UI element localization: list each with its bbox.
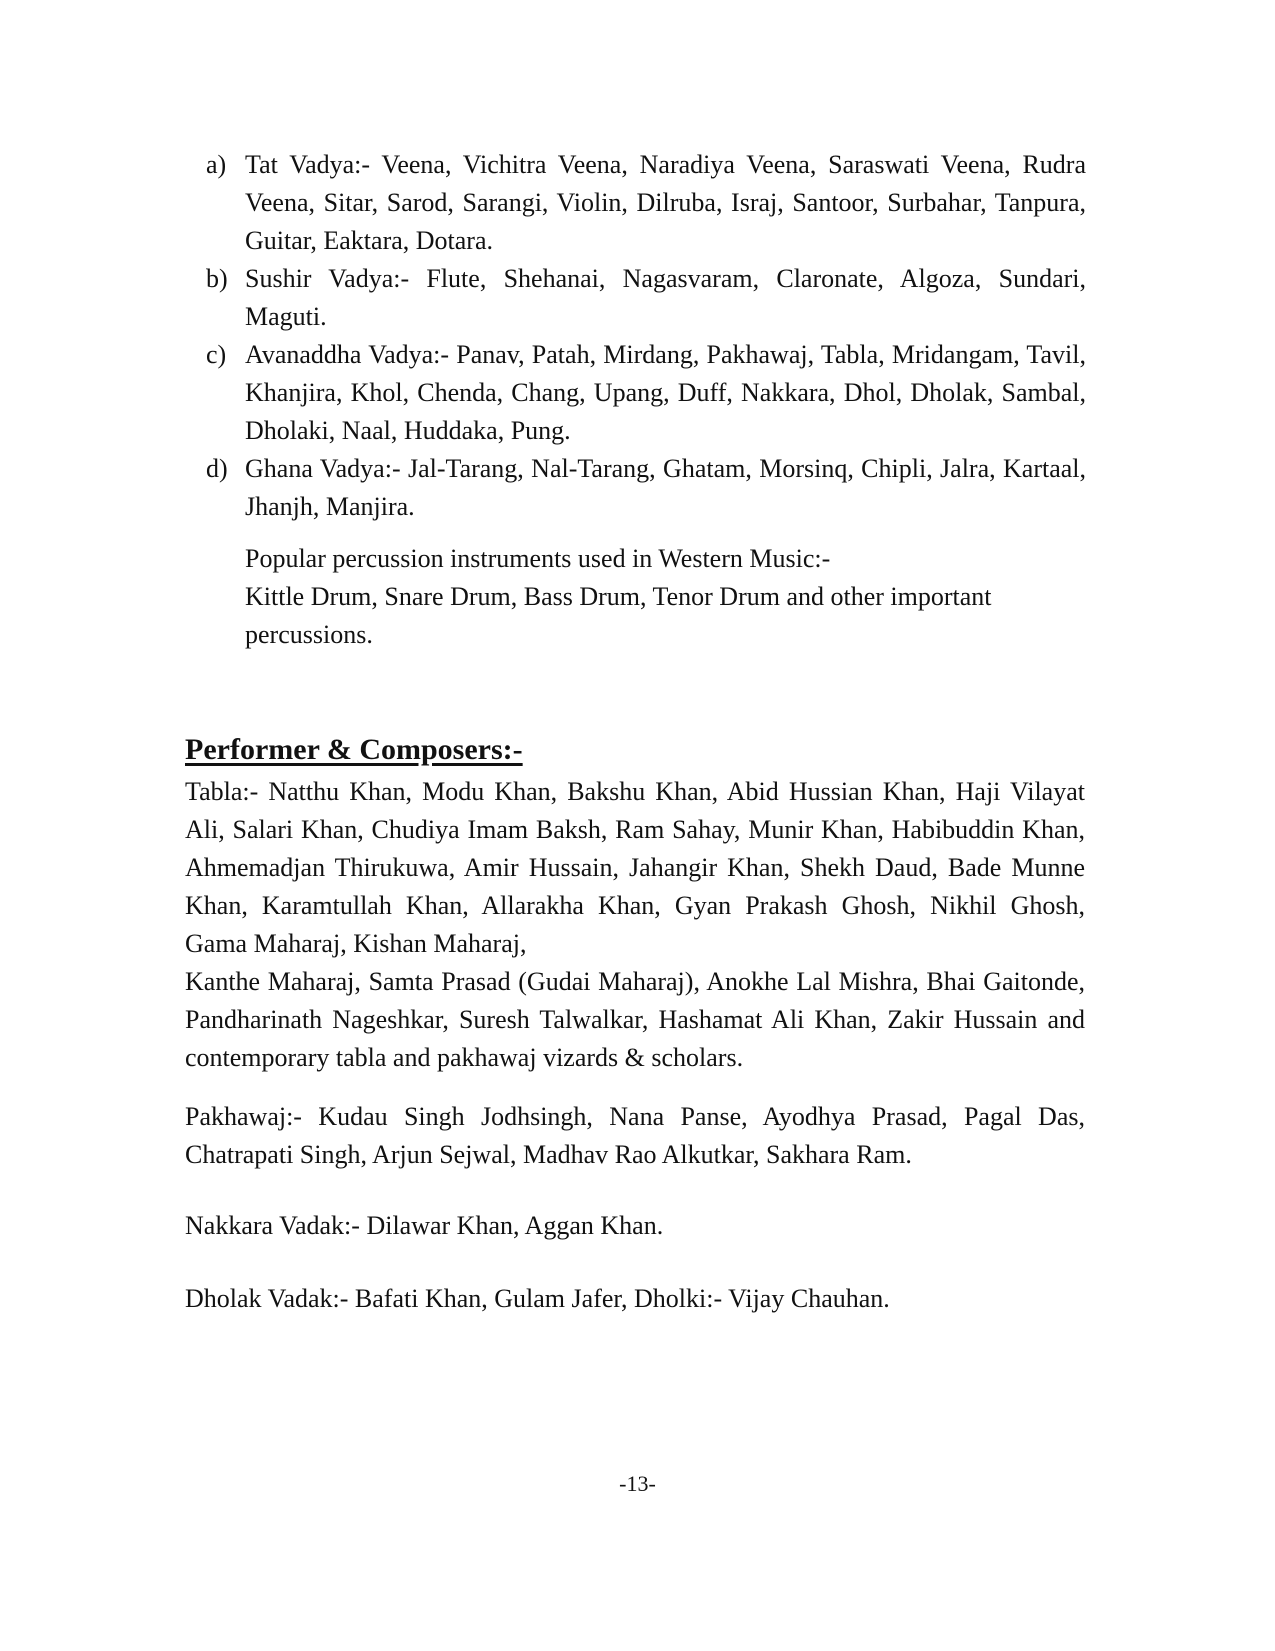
list-item bbox=[206, 260, 1086, 336]
western-instrument-list: Kittle Drum, Snare Drum, Bass Drum, Tenor Drum and other important percussions. bbox=[245, 582, 992, 649]
list-item bbox=[206, 146, 1086, 260]
avanaddha-vadya-text: Avanaddha Vadya:- Panav, Patah, Mirdang, Pakhawaj, Tabla, Mridangam, Tavil, Khanjira, Khol, Chenda, Chang, Upang, Duff, Nakkara, Dhol, Dholak, Sambal, Dholaki, Naal, Huddaka, Pung. bbox=[245, 340, 1086, 445]
list-item bbox=[206, 450, 1086, 526]
sushir-vadya-text: Sushir Vadya:- Flute, Shehanai, Nagasvaram, Claronate, Algoza, Sundari, Maguti. bbox=[245, 264, 1086, 331]
list-item bbox=[206, 336, 1086, 450]
western-intro: Popular percussion instruments used in Western Music:- bbox=[245, 544, 831, 573]
pakhawaj-performers-paragraph: Pakhawaj:- Kudau Singh Jodhsingh, Nana Panse, Ayodhya Prasad, Pagal Das, Chatrapati Singh, Arjun Sejwal, Madhav Rao Alkutkar, Sakhara Ram. bbox=[185, 1102, 1085, 1169]
nakkara-performers-paragraph: Nakkara Vadak:- Dilawar Khan, Aggan Khan. bbox=[185, 1211, 664, 1240]
tabla-performers-part1: Tabla:- Natthu Khan, Modu Khan, Bakshu Khan, Abid Hussian Khan, Haji Vilayat Ali, Salari Khan, Chudiya Imam Baksh, Ram Sahay, Munir Khan, Habibuddin Khan, Ahmemadjan Thirukuwa, Amir Hussain, Jahangir Khan, Shekh Daud, Bade Munne Khan, Karamtullah Khan, Allarakha Khan, Gyan Prakash Ghosh, Nikhil Ghosh, Gama Maharaj, Kishan Maharaj, bbox=[185, 777, 1085, 958]
tabla-performers-paragraph bbox=[185, 773, 1085, 1077]
dholak-performers-paragraph: Dholak Vadak:- Bafati Khan, Gulam Jafer, Dholki:- Vijay Chauhan. bbox=[185, 1284, 890, 1313]
page-number: -13- bbox=[619, 1471, 656, 1496]
section-heading: Performer & Composers:- bbox=[185, 733, 523, 766]
list-marker: c) bbox=[206, 340, 227, 369]
list-marker: d) bbox=[206, 454, 228, 483]
list-marker: b) bbox=[206, 264, 228, 293]
tabla-performers-part2: Kanthe Maharaj, Samta Prasad (Gudai Maharaj), Anokhe Lal Mishra, Bhai Gaitonde, Pandharinath Nageshkar, Suresh Talwalkar, Hashamat Ali Khan, Zakir Hussain and contemporary tabla and pakhawaj vizards & scholars. bbox=[185, 967, 1085, 1072]
western-percussion-block bbox=[245, 540, 1105, 654]
list-marker: a) bbox=[206, 150, 227, 179]
tat-vadya-text: Tat Vadya:- Veena, Vichitra Veena, Naradiya Veena, Saraswati Veena, Rudra Veena, Sitar, Sarod, Sarangi, Violin, Dilruba, Israj, Santoor, Surbahar, Tanpura, Guitar, Eaktara, Dotara. bbox=[245, 150, 1086, 255]
ghana-vadya-text: Ghana Vadya:- Jal-Tarang, Nal-Tarang, Ghatam, Morsinq, Chipli, Jalra, Kartaal, Jhanjh, Manjira. bbox=[245, 454, 1086, 521]
instrument-class-list bbox=[206, 146, 1086, 526]
